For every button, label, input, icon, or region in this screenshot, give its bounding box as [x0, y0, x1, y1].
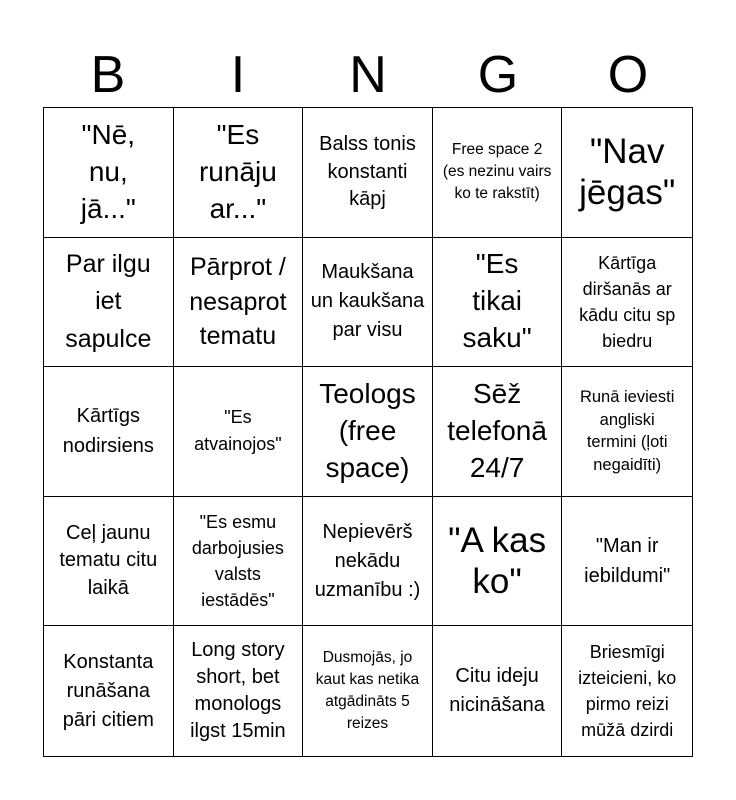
- title-letter-n: N: [349, 46, 387, 104]
- bingo-cell-r1-c3[interactable]: Balss tonis konstanti kāpj: [303, 108, 433, 238]
- bingo-cell-r5-c2[interactable]: Long story short, bet monologs ilgst 15min: [174, 626, 304, 756]
- bingo-cell-r4-c1[interactable]: Ceļ jaunu tematu citu laikā: [44, 497, 174, 627]
- bingo-cell-r2-c4[interactable]: "Es tikai saku": [433, 238, 563, 368]
- bingo-cell-r2-c2[interactable]: Pārprot / nesaprot tematu: [174, 238, 304, 368]
- title-letter-g: G: [477, 46, 519, 104]
- bingo-cell-r4-c2[interactable]: "Es esmu darbojusies valsts iestādēs": [174, 497, 304, 627]
- bingo-title: [43, 42, 693, 108]
- bingo-cell-r3-c2[interactable]: "Es atvainojos": [174, 367, 304, 497]
- bingo-cell-r4-c3[interactable]: Nepievērš nekādu uzmanību :): [303, 497, 433, 627]
- title-letter-b: B: [90, 46, 126, 104]
- bingo-board: [43, 107, 693, 757]
- bingo-cell-r2-c5[interactable]: Kārtīga diršanās ar kādu citu sp biedru: [562, 238, 692, 368]
- bingo-cell-r1-c1[interactable]: "Nē, nu, jā...": [44, 108, 174, 238]
- bingo-cell-r1-c4[interactable]: Free space 2 (es nezinu vairs ko te rakstīt): [433, 108, 563, 238]
- bingo-cell-r1-c5[interactable]: "Nav jēgas": [562, 108, 692, 238]
- title-letter-i: I: [230, 46, 246, 104]
- bingo-cell-r4-c5[interactable]: "Man ir iebildumi": [562, 497, 692, 627]
- bingo-cell-r5-c4[interactable]: Citu ideju nicināšana: [433, 626, 563, 756]
- bingo-cell-r3-c3[interactable]: Teologs (free space): [303, 367, 433, 497]
- bingo-cell-r1-c2[interactable]: "Es runāju ar...": [174, 108, 304, 238]
- bingo-cell-r2-c3[interactable]: Maukšana un kaukšana par visu: [303, 238, 433, 368]
- bingo-cell-r3-c4[interactable]: Sēž telefonā 24/7: [433, 367, 563, 497]
- bingo-cell-r5-c1[interactable]: Konstanta runāšana pāri citiem: [44, 626, 174, 756]
- bingo-cell-r2-c1[interactable]: Par ilgu iet sapulce: [44, 238, 174, 368]
- bingo-cell-r4-c4[interactable]: "A kas ko": [433, 497, 563, 627]
- title-letter-o: O: [607, 46, 649, 104]
- bingo-cell-r5-c3[interactable]: Dusmojās, jo kaut kas netika atgādināts 5 reizes: [303, 626, 433, 756]
- bingo-cell-r3-c5[interactable]: Runā ieviesti angliski termini (ļoti negaidīti): [562, 367, 692, 497]
- bingo-cell-r5-c5[interactable]: Briesmīgi izteicieni, ko pirmo reizi mūžā dzirdi: [578, 642, 677, 741]
- bingo-cell-r3-c1[interactable]: Kārtīgs nodirsiens: [44, 367, 174, 497]
